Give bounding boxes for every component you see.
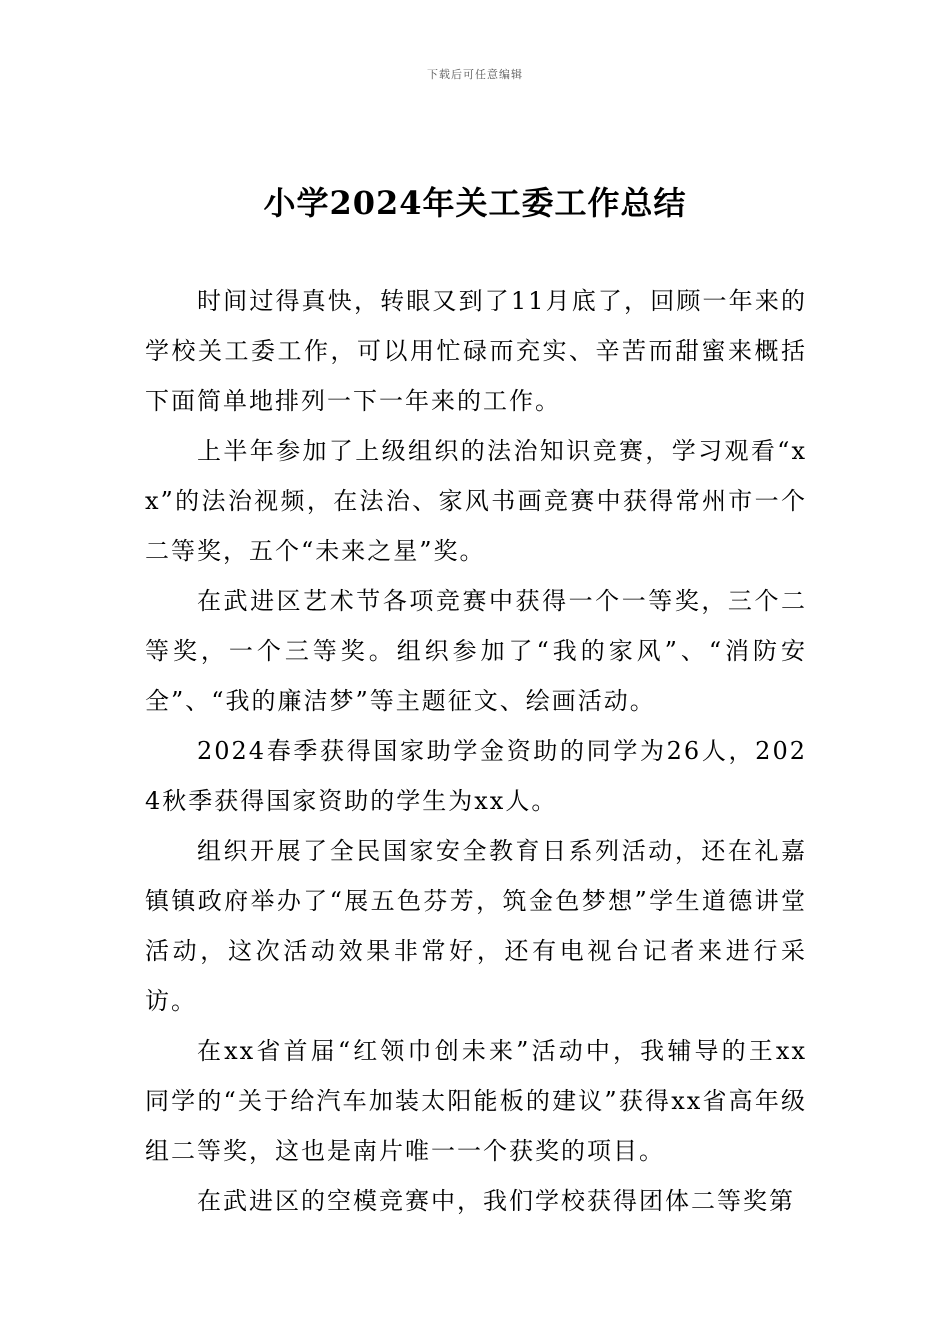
paragraph: 在武进区的空模竞赛中，我们学校获得团体二等奖第	[197, 1187, 795, 1215]
document-body	[145, 276, 807, 1226]
header-note: 下载后可任意编辑	[427, 68, 523, 81]
paragraph: 上半年参加了上级组织的法治知识竞赛，学习观看“xx”的法治视频，在法治、家风书画竞赛中获得常州市一个二等奖，五个“未来之星”奖。	[145, 437, 807, 565]
paragraph: 2024春季获得国家助学金资助的同学为26人，2024秋季获得国家资助的学生为xx人。	[145, 737, 807, 815]
paragraph: 组织开展了全民国家安全教育日系列活动，还在礼嘉镇镇政府举办了“展五色芬芳，筑金色梦想”学生道德讲堂活动，这次活动效果非常好，还有电视台记者来进行采访。	[145, 837, 807, 1015]
paragraph: 时间过得真快，转眼又到了11月底了，回顾一年来的学校关工委工作，可以用忙碌而充实、辛苦而甜蜜来概括下面简单地排列一下一年来的工作。	[145, 287, 807, 415]
paragraph: 在武进区艺术节各项竞赛中获得一个一等奖，三个二等奖，一个三等奖。组织参加了“我的家风”、“消防安全”、“我的廉洁梦”等主题征文、绘画活动。	[145, 587, 807, 715]
document-title: 小学2024年关工委工作总结	[263, 184, 687, 222]
paragraph: 在xx省首届“红领巾创未来”活动中，我辅导的王xx同学的“关于给汽车加装太阳能板的建议”获得xx省高年级组二等奖，这也是南片唯一一个获奖的项目。	[145, 1037, 807, 1165]
